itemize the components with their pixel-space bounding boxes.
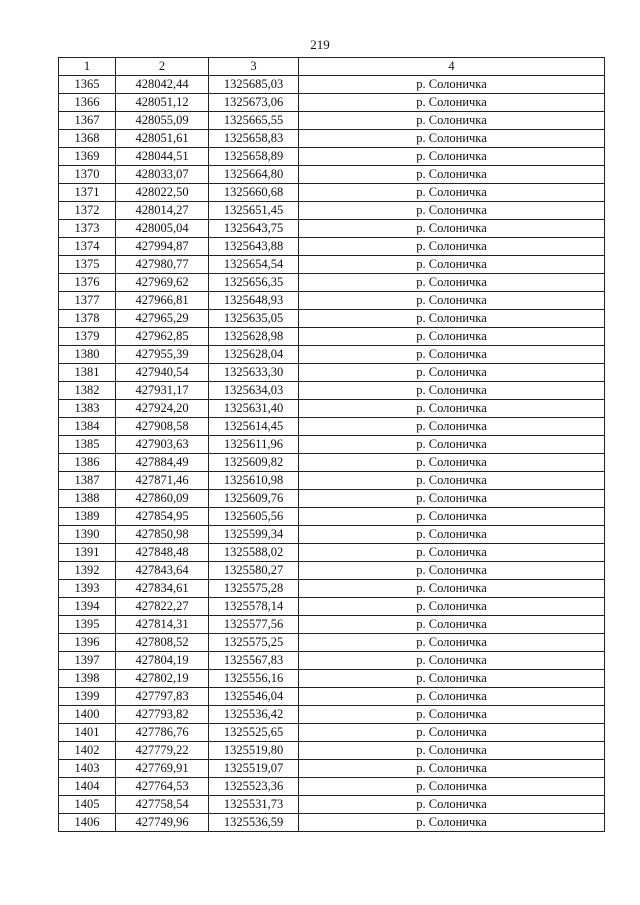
y-coordinate-cell: 1325673,06 <box>209 94 299 112</box>
object-name-cell: р. Солоничка <box>299 274 605 292</box>
y-coordinate-cell: 1325658,83 <box>209 130 299 148</box>
object-name-cell: р. Солоничка <box>299 328 605 346</box>
y-coordinate-cell: 1325578,14 <box>209 598 299 616</box>
x-coordinate-cell: 427931,17 <box>116 382 209 400</box>
table-row <box>59 580 605 598</box>
object-name-cell: р. Солоничка <box>299 256 605 274</box>
x-coordinate-cell: 427814,31 <box>116 616 209 634</box>
table-row <box>59 220 605 238</box>
y-coordinate-cell: 1325523,36 <box>209 778 299 796</box>
point-number-cell: 1369 <box>59 148 116 166</box>
x-coordinate-cell: 428055,09 <box>116 112 209 130</box>
y-coordinate-cell: 1325643,75 <box>209 220 299 238</box>
object-name-cell: р. Солоничка <box>299 94 605 112</box>
page-number: 219 <box>310 37 330 52</box>
x-coordinate-cell: 427871,46 <box>116 472 209 490</box>
table-row <box>59 310 605 328</box>
x-coordinate-cell: 427769,91 <box>116 760 209 778</box>
object-name-cell: р. Солоничка <box>299 184 605 202</box>
object-name-cell: р. Солоничка <box>299 760 605 778</box>
point-number-cell: 1381 <box>59 364 116 382</box>
point-number-cell: 1390 <box>59 526 116 544</box>
object-name-cell: р. Солоничка <box>299 76 605 94</box>
object-name-cell: р. Солоничка <box>299 778 605 796</box>
table-row <box>59 490 605 508</box>
object-name-cell: р. Солоничка <box>299 130 605 148</box>
table-row <box>59 364 605 382</box>
point-number-cell: 1385 <box>59 436 116 454</box>
table-row <box>59 94 605 112</box>
column-header-4: 4 <box>299 58 605 76</box>
y-coordinate-cell: 1325519,07 <box>209 760 299 778</box>
x-coordinate-cell: 427884,49 <box>116 454 209 472</box>
object-name-cell: р. Солоничка <box>299 688 605 706</box>
x-coordinate-cell: 427860,09 <box>116 490 209 508</box>
point-number-cell: 1403 <box>59 760 116 778</box>
x-coordinate-cell: 427966,81 <box>116 292 209 310</box>
object-name-cell: р. Солоничка <box>299 310 605 328</box>
y-coordinate-cell: 1325685,03 <box>209 76 299 94</box>
point-number-cell: 1376 <box>59 274 116 292</box>
y-coordinate-cell: 1325633,30 <box>209 364 299 382</box>
y-coordinate-cell: 1325577,56 <box>209 616 299 634</box>
table-row <box>59 76 605 94</box>
table-row <box>59 112 605 130</box>
object-name-cell: р. Солоничка <box>299 112 605 130</box>
object-name-cell: р. Солоничка <box>299 400 605 418</box>
column-header-1: 1 <box>59 58 116 76</box>
table-row <box>59 562 605 580</box>
y-coordinate-cell: 1325628,98 <box>209 328 299 346</box>
object-name-cell: р. Солоничка <box>299 346 605 364</box>
object-name-cell: р. Солоничка <box>299 814 605 832</box>
point-number-cell: 1395 <box>59 616 116 634</box>
y-coordinate-cell: 1325610,98 <box>209 472 299 490</box>
y-coordinate-cell: 1325643,88 <box>209 238 299 256</box>
object-name-cell: р. Солоничка <box>299 454 605 472</box>
point-number-cell: 1374 <box>59 238 116 256</box>
table-row <box>59 148 605 166</box>
x-coordinate-cell: 428033,07 <box>116 166 209 184</box>
y-coordinate-cell: 1325556,16 <box>209 670 299 688</box>
object-name-cell: р. Солоничка <box>299 364 605 382</box>
object-name-cell: р. Солоничка <box>299 238 605 256</box>
y-coordinate-cell: 1325635,05 <box>209 310 299 328</box>
x-coordinate-cell: 428014,27 <box>116 202 209 220</box>
point-number-cell: 1396 <box>59 634 116 652</box>
y-coordinate-cell: 1325631,40 <box>209 400 299 418</box>
table-row <box>59 418 605 436</box>
point-number-cell: 1375 <box>59 256 116 274</box>
x-coordinate-cell: 427843,64 <box>116 562 209 580</box>
y-coordinate-cell: 1325628,04 <box>209 346 299 364</box>
y-coordinate-cell: 1325609,76 <box>209 490 299 508</box>
table-row <box>59 760 605 778</box>
point-number-cell: 1370 <box>59 166 116 184</box>
table-row <box>59 508 605 526</box>
point-number-cell: 1391 <box>59 544 116 562</box>
object-name-cell: р. Солоничка <box>299 670 605 688</box>
table-row <box>59 544 605 562</box>
y-coordinate-cell: 1325588,02 <box>209 544 299 562</box>
x-coordinate-cell: 427994,87 <box>116 238 209 256</box>
x-coordinate-cell: 428022,50 <box>116 184 209 202</box>
table-body <box>59 76 605 832</box>
object-name-cell: р. Солоничка <box>299 616 605 634</box>
x-coordinate-cell: 427834,61 <box>116 580 209 598</box>
object-name-cell: р. Солоничка <box>299 490 605 508</box>
object-name-cell: р. Солоничка <box>299 220 605 238</box>
x-coordinate-cell: 428051,61 <box>116 130 209 148</box>
y-coordinate-cell: 1325614,45 <box>209 418 299 436</box>
y-coordinate-cell: 1325536,59 <box>209 814 299 832</box>
point-number-cell: 1397 <box>59 652 116 670</box>
table-row <box>59 526 605 544</box>
table-row <box>59 454 605 472</box>
x-coordinate-cell: 427764,53 <box>116 778 209 796</box>
table-row <box>59 130 605 148</box>
object-name-cell: р. Солоничка <box>299 472 605 490</box>
y-coordinate-cell: 1325575,25 <box>209 634 299 652</box>
x-coordinate-cell: 427850,98 <box>116 526 209 544</box>
y-coordinate-cell: 1325599,34 <box>209 526 299 544</box>
x-coordinate-cell: 428005,04 <box>116 220 209 238</box>
point-number-cell: 1372 <box>59 202 116 220</box>
y-coordinate-cell: 1325525,65 <box>209 724 299 742</box>
x-coordinate-cell: 427804,19 <box>116 652 209 670</box>
y-coordinate-cell: 1325580,27 <box>209 562 299 580</box>
point-number-cell: 1382 <box>59 382 116 400</box>
object-name-cell: р. Солоничка <box>299 706 605 724</box>
table-row <box>59 796 605 814</box>
object-name-cell: р. Солоничка <box>299 580 605 598</box>
point-number-cell: 1379 <box>59 328 116 346</box>
table-row <box>59 346 605 364</box>
point-number-cell: 1366 <box>59 94 116 112</box>
column-header-3: 3 <box>209 58 299 76</box>
table-row <box>59 274 605 292</box>
table-row <box>59 616 605 634</box>
table-row <box>59 778 605 796</box>
x-coordinate-cell: 427854,95 <box>116 508 209 526</box>
x-coordinate-cell: 427848,48 <box>116 544 209 562</box>
point-number-cell: 1392 <box>59 562 116 580</box>
x-coordinate-cell: 427822,27 <box>116 598 209 616</box>
object-name-cell: р. Солоничка <box>299 148 605 166</box>
table-row <box>59 184 605 202</box>
x-coordinate-cell: 427962,85 <box>116 328 209 346</box>
object-name-cell: р. Солоничка <box>299 544 605 562</box>
point-number-cell: 1393 <box>59 580 116 598</box>
table-row <box>59 652 605 670</box>
column-header-2: 2 <box>116 58 209 76</box>
x-coordinate-cell: 427749,96 <box>116 814 209 832</box>
point-number-cell: 1388 <box>59 490 116 508</box>
point-number-cell: 1377 <box>59 292 116 310</box>
y-coordinate-cell: 1325611,96 <box>209 436 299 454</box>
point-number-cell: 1389 <box>59 508 116 526</box>
point-number-cell: 1386 <box>59 454 116 472</box>
y-coordinate-cell: 1325634,03 <box>209 382 299 400</box>
table-row <box>59 256 605 274</box>
object-name-cell: р. Солоничка <box>299 166 605 184</box>
point-number-cell: 1383 <box>59 400 116 418</box>
x-coordinate-cell: 427940,54 <box>116 364 209 382</box>
y-coordinate-cell: 1325531,73 <box>209 796 299 814</box>
point-number-cell: 1367 <box>59 112 116 130</box>
object-name-cell: р. Солоничка <box>299 652 605 670</box>
table-row <box>59 382 605 400</box>
point-number-cell: 1405 <box>59 796 116 814</box>
y-coordinate-cell: 1325519,80 <box>209 742 299 760</box>
point-number-cell: 1371 <box>59 184 116 202</box>
x-coordinate-cell: 427797,83 <box>116 688 209 706</box>
x-coordinate-cell: 427802,19 <box>116 670 209 688</box>
object-name-cell: р. Солоничка <box>299 202 605 220</box>
object-name-cell: р. Солоничка <box>299 508 605 526</box>
object-name-cell: р. Солоничка <box>299 796 605 814</box>
x-coordinate-cell: 427908,58 <box>116 418 209 436</box>
y-coordinate-cell: 1325605,56 <box>209 508 299 526</box>
table-row <box>59 814 605 832</box>
y-coordinate-cell: 1325658,89 <box>209 148 299 166</box>
y-coordinate-cell: 1325567,83 <box>209 652 299 670</box>
object-name-cell: р. Солоничка <box>299 292 605 310</box>
x-coordinate-cell: 427786,76 <box>116 724 209 742</box>
point-number-cell: 1400 <box>59 706 116 724</box>
x-coordinate-cell: 427969,62 <box>116 274 209 292</box>
y-coordinate-cell: 1325660,68 <box>209 184 299 202</box>
table-row <box>59 202 605 220</box>
x-coordinate-cell: 427808,52 <box>116 634 209 652</box>
point-number-cell: 1401 <box>59 724 116 742</box>
y-coordinate-cell: 1325546,04 <box>209 688 299 706</box>
y-coordinate-cell: 1325609,82 <box>209 454 299 472</box>
object-name-cell: р. Солоничка <box>299 562 605 580</box>
y-coordinate-cell: 1325654,54 <box>209 256 299 274</box>
point-number-cell: 1399 <box>59 688 116 706</box>
point-number-cell: 1387 <box>59 472 116 490</box>
object-name-cell: р. Солоничка <box>299 742 605 760</box>
x-coordinate-cell: 427965,29 <box>116 310 209 328</box>
point-number-cell: 1394 <box>59 598 116 616</box>
table-row <box>59 634 605 652</box>
point-number-cell: 1380 <box>59 346 116 364</box>
point-number-cell: 1378 <box>59 310 116 328</box>
table-row <box>59 436 605 454</box>
x-coordinate-cell: 428044,51 <box>116 148 209 166</box>
table-row <box>59 292 605 310</box>
object-name-cell: р. Солоничка <box>299 382 605 400</box>
table-row <box>59 742 605 760</box>
table-row <box>59 598 605 616</box>
table-row <box>59 166 605 184</box>
object-name-cell: р. Солоничка <box>299 436 605 454</box>
point-number-cell: 1398 <box>59 670 116 688</box>
table-row <box>59 238 605 256</box>
table-row <box>59 706 605 724</box>
x-coordinate-cell: 428051,12 <box>116 94 209 112</box>
table-header-row <box>59 58 605 76</box>
point-number-cell: 1365 <box>59 76 116 94</box>
point-number-cell: 1384 <box>59 418 116 436</box>
table-row <box>59 472 605 490</box>
x-coordinate-cell: 427779,22 <box>116 742 209 760</box>
table-row <box>59 724 605 742</box>
y-coordinate-cell: 1325536,42 <box>209 706 299 724</box>
x-coordinate-cell: 427924,20 <box>116 400 209 418</box>
point-number-cell: 1368 <box>59 130 116 148</box>
x-coordinate-cell: 427793,82 <box>116 706 209 724</box>
object-name-cell: р. Солоничка <box>299 598 605 616</box>
table-row <box>59 688 605 706</box>
x-coordinate-cell: 427955,39 <box>116 346 209 364</box>
x-coordinate-cell: 428042,44 <box>116 76 209 94</box>
object-name-cell: р. Солоничка <box>299 526 605 544</box>
object-name-cell: р. Солоничка <box>299 418 605 436</box>
object-name-cell: р. Солоничка <box>299 634 605 652</box>
x-coordinate-cell: 427758,54 <box>116 796 209 814</box>
coordinates-table <box>58 57 605 832</box>
y-coordinate-cell: 1325656,35 <box>209 274 299 292</box>
point-number-cell: 1373 <box>59 220 116 238</box>
y-coordinate-cell: 1325664,80 <box>209 166 299 184</box>
point-number-cell: 1406 <box>59 814 116 832</box>
y-coordinate-cell: 1325648,93 <box>209 292 299 310</box>
x-coordinate-cell: 427980,77 <box>116 256 209 274</box>
x-coordinate-cell: 427903,63 <box>116 436 209 454</box>
table-row <box>59 328 605 346</box>
object-name-cell: р. Солоничка <box>299 724 605 742</box>
table-row <box>59 670 605 688</box>
y-coordinate-cell: 1325651,45 <box>209 202 299 220</box>
y-coordinate-cell: 1325575,28 <box>209 580 299 598</box>
y-coordinate-cell: 1325665,55 <box>209 112 299 130</box>
point-number-cell: 1402 <box>59 742 116 760</box>
point-number-cell: 1404 <box>59 778 116 796</box>
table-row <box>59 400 605 418</box>
